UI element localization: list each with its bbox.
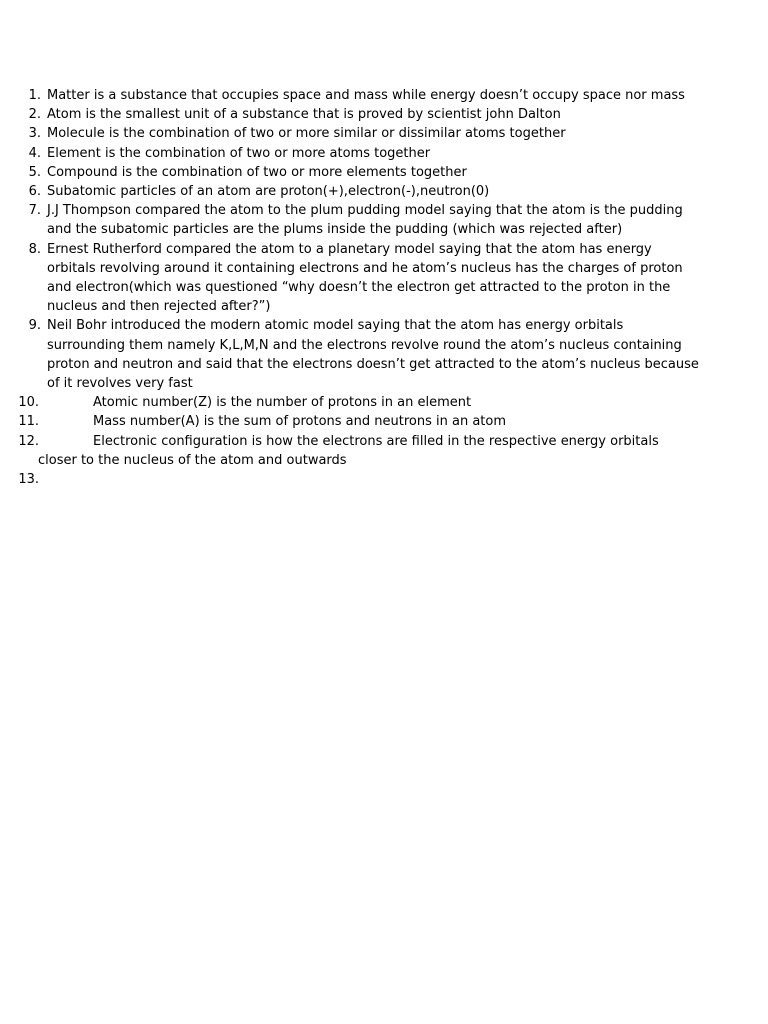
numbered-list <box>0 86 768 489</box>
list-text: Atomic number(Z) is the number of protons in an element <box>93 395 472 411</box>
list-text: Compound is the combination of two or more elements together <box>47 164 467 180</box>
list-number: 3. <box>28 126 41 142</box>
list-item <box>0 393 768 412</box>
list-number: 7. <box>28 203 41 219</box>
list-text: Ernest Rutherford compared the atom to a planetary model saying that the atom has energy <box>47 241 652 257</box>
list-item-empty <box>0 470 768 489</box>
list-item <box>0 105 768 124</box>
list-text: of it revolves very fast <box>47 376 193 392</box>
list-item <box>0 163 768 182</box>
list-text: and electron(which was questioned “why doesn’t the electron get attracted to the proton in the <box>47 280 671 296</box>
list-number: 12. <box>18 433 39 449</box>
list-number: 2. <box>28 107 41 123</box>
list-text: Subatomic particles of an atom are proton(+),electron(-),neutron(0) <box>47 184 490 200</box>
list-number: 6. <box>28 184 41 200</box>
list-text: J.J Thompson compared the atom to the plum pudding model saying that the atom is the pudding <box>47 203 683 219</box>
list-text: closer to the nucleus of the atom and outwards <box>38 452 347 468</box>
list-text: Molecule is the combination of two or more similar or dissimilar atoms together <box>47 126 566 142</box>
list-item <box>0 144 768 163</box>
list-number: 4. <box>28 145 41 161</box>
list-item <box>0 124 768 143</box>
list-text: surrounding them namely K,L,M,N and the electrons revolve round the atom’s nucleus containing <box>47 337 682 353</box>
list-text: Electronic configuration is how the electrons are filled in the respective energy orbitals <box>93 433 659 449</box>
list-text: proton and neutron and said that the electrons doesn’t get attracted to the atom’s nucleus because <box>47 356 699 372</box>
list-text: Neil Bohr introduced the modern atomic model saying that the atom has energy orbitals <box>47 318 624 334</box>
list-item <box>0 86 768 105</box>
list-text: nucleus and then rejected after?”) <box>47 299 271 315</box>
list-number: 8. <box>28 241 41 257</box>
list-item <box>0 201 768 239</box>
list-number: 1. <box>28 88 41 103</box>
list-number: 11. <box>18 414 39 430</box>
list-item <box>0 432 768 470</box>
list-number: 9. <box>28 318 41 334</box>
list-text: Mass number(A) is the sum of protons and neutrons in an atom <box>93 414 507 430</box>
list-text: and the subatomic particles are the plums inside the pudding (which was rejected after) <box>47 222 623 238</box>
list-number: 13. <box>18 472 39 488</box>
list-item <box>0 412 768 431</box>
list-text: Element is the combination of two or more atoms together <box>47 145 431 161</box>
list-item <box>0 182 768 201</box>
list-number: 10. <box>18 395 39 411</box>
list-text: Matter is a substance that occupies space and mass while energy doesn’t occupy space nor mass <box>47 88 685 103</box>
list-text-empty <box>0 470 768 489</box>
list-item <box>0 316 768 393</box>
list-number: 5. <box>28 164 41 180</box>
list-text: orbitals revolving around it containing electrons and he atom’s nucleus has the charges of proton <box>47 260 683 276</box>
list-text: Atom is the smallest unit of a substance that is proved by scientist john Dalton <box>47 107 561 123</box>
list-item <box>0 240 768 317</box>
